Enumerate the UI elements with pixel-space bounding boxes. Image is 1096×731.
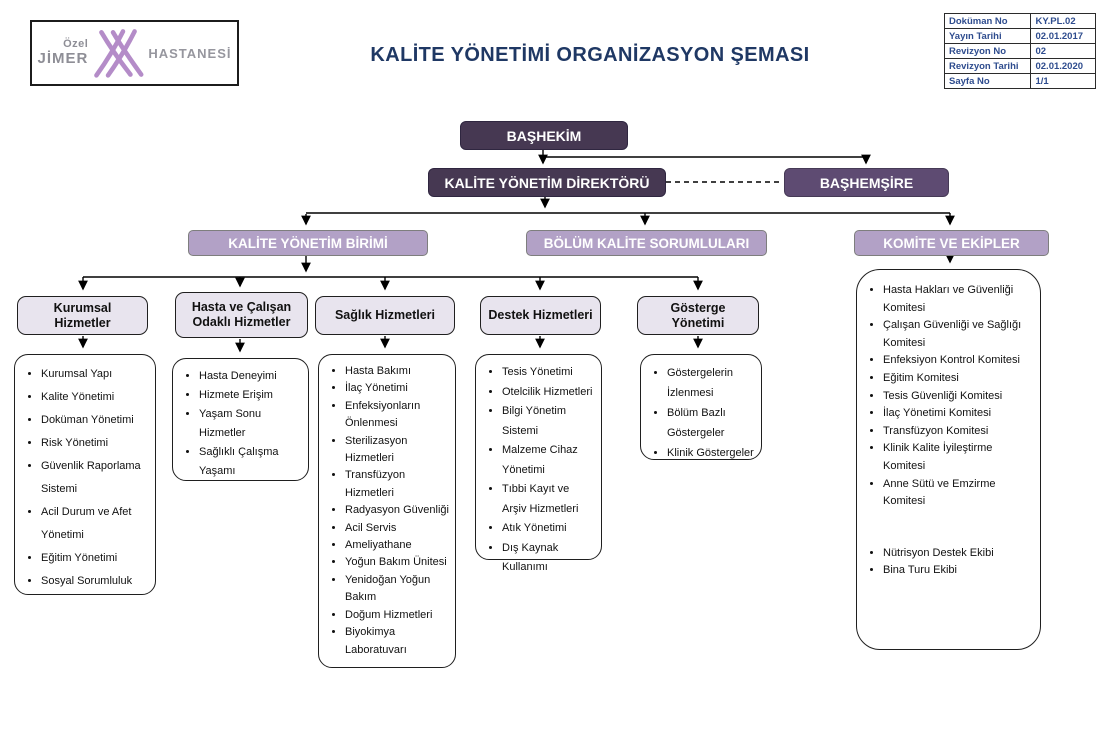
category-hasta-ve-calisan: Hasta ve Çalışan Odaklı Hizmetler — [175, 292, 308, 338]
list-item: • Malzeme Cihaz Yönetimi — [502, 441, 597, 480]
list-item: • Tıbbi Kayıt ve Arşiv Hizmetleri — [502, 480, 597, 519]
list-item: • Transfüzyon Komitesi — [883, 423, 1036, 441]
list-item: • Hasta Hakları ve Güvenliği Komitesi — [883, 282, 1036, 317]
list-item: • Anne Sütü ve Emzirme Komitesi — [883, 476, 1036, 511]
rev-no-value: 02 — [1031, 44, 1096, 59]
list-item: • Doküman Yönetimi — [41, 409, 151, 432]
table-row — [945, 29, 1096, 44]
list-item: • Kurumsal Yapı — [41, 363, 151, 386]
list-item: • Klinik Kalite İyileştirme Komitesi — [883, 440, 1036, 475]
list-item: • Hasta Bakımı — [345, 363, 451, 380]
list-item: • Hasta Deneyimi — [199, 367, 304, 386]
list-item: • Eğitim Yönetimi — [41, 547, 151, 570]
list-item: • Transfüzyon Hizmetleri — [345, 467, 451, 502]
list-item: • Risk Yönetimi — [41, 432, 151, 455]
org-node-kalite-yonetim-direktoru: KALİTE YÖNETİM DİREKTÖRÜ — [428, 168, 666, 197]
logo-hastanesi-label: HASTANESİ — [148, 45, 232, 61]
org-node-bolum-kalite-sorumlulari: BÖLÜM KALİTE SORUMLULARI — [526, 230, 767, 256]
list-item: • Yoğun Bakım Ünitesi — [345, 554, 451, 571]
list-item: • Tesis Güvenliği Komitesi — [883, 388, 1036, 406]
logo-ozel-label: Özel — [63, 38, 89, 51]
list-item: • Göstergelerin İzlenmesi — [667, 363, 757, 403]
list-item: • Sağlıklı Çalışma Yaşamı — [199, 443, 304, 481]
category-destek-hizmetleri: Destek Hizmetleri — [480, 296, 601, 335]
list-item: • Enfeksiyon Kontrol Komitesi — [883, 352, 1036, 370]
list-item: • Dış Kaynak Kullanımı — [502, 539, 597, 578]
pub-date-label: Yayın Tarihi — [945, 29, 1031, 44]
rev-date-label: Revizyon Tarihi — [945, 59, 1031, 74]
rev-no-label: Revizyon No — [945, 44, 1031, 59]
org-node-kalite-yonetim-birimi: KALİTE YÖNETİM BİRİMİ — [188, 230, 428, 256]
list-box-komite-ve-ekipler — [856, 269, 1041, 650]
list-item: • Sosyal Sorumluluk — [41, 570, 151, 593]
org-node-komite-ve-ekipler: KOMİTE VE EKİPLER — [854, 230, 1049, 256]
list-item: • İlaç Yönetimi — [345, 380, 451, 397]
rev-date-value: 02.01.2020 — [1031, 59, 1096, 74]
list-item: • Otelcilik Hizmetleri — [502, 383, 597, 403]
table-row — [945, 59, 1096, 74]
list-item: • Kalite Yönetimi — [41, 386, 151, 409]
category-gosterge-yonetimi: Gösterge Yönetimi — [637, 296, 759, 335]
org-node-bashekim: BAŞHEKİM — [460, 121, 628, 150]
list-item: • Enfeksiyonların Önlenmesi — [345, 398, 451, 433]
service-list — [476, 355, 601, 582]
pub-date-value: 02.01.2017 — [1031, 29, 1096, 44]
list-item: • Nütrisyon Destek Ekibi — [883, 545, 1036, 563]
table-row — [945, 14, 1096, 29]
service-list — [641, 355, 761, 467]
committee-list — [857, 270, 1040, 515]
list-item: • Yenidoğan Yoğun Bakım — [345, 572, 451, 607]
list-item: • Hizmete Erişim — [199, 386, 304, 405]
list-item: • Atık Yönetimi — [502, 519, 597, 539]
list-item: • Radyasyon Güvenliği — [345, 502, 451, 519]
list-box-destek-hizmetleri — [475, 354, 602, 573]
list-item: • Çalışan Güvenliği ve Sağlığı Komitesi — [883, 317, 1036, 352]
team-list — [857, 545, 1040, 584]
doc-info-table — [944, 13, 1096, 89]
list-item: • İlaç Yönetimi Komitesi — [883, 405, 1036, 423]
list-item: • Bilgi Yönetim Sistemi — [502, 402, 597, 441]
list-box-kurumsal-hizmetler — [14, 354, 156, 595]
list-box-saglik-hizmetleri — [318, 354, 456, 668]
list-item: • Sterilizasyon Hizmetleri — [345, 433, 451, 468]
category-kurumsal-hizmetler: Kurumsal Hizmetler — [17, 296, 148, 335]
logo-jimer-label: JİMER — [37, 49, 89, 67]
list-item: • Doğum Hizmetleri — [345, 607, 451, 624]
list-item: • Biyokimya Laboratuvarı — [345, 624, 451, 659]
list-item: • Güvenlik Raporlama Sistemi — [41, 455, 151, 501]
list-item: • Klinik Göstergeler — [667, 443, 757, 463]
doc-no-label: Doküman No — [945, 14, 1031, 29]
hospital-monogram-icon — [89, 27, 147, 79]
doc-no-value: KY.PL.02 — [1031, 14, 1096, 29]
table-row — [945, 44, 1096, 59]
list-item: • Tesis Yönetimi — [502, 363, 597, 383]
category-saglik-hizmetleri: Sağlık Hizmetleri — [315, 296, 455, 335]
list-item: • Acil Durum ve Afet Yönetimi — [41, 501, 151, 547]
page-title: KALİTE YÖNETİMİ ORGANİZASYON ŞEMASI — [370, 44, 810, 66]
list-item: • Yaşam Sonu Hizmetler — [199, 405, 304, 443]
list-box-gosterge-yonetimi — [640, 354, 762, 460]
table-row — [945, 74, 1096, 89]
service-list — [319, 355, 455, 663]
list-box-hasta-ve-calisan — [172, 358, 309, 481]
logo-text-left — [38, 39, 89, 66]
page-no-value: 1/1 — [1031, 74, 1096, 89]
org-node-bashemsire: BAŞHEMŞİRE — [784, 168, 949, 197]
hospital-logo — [30, 20, 239, 86]
list-item: • Ameliyathane — [345, 537, 451, 554]
service-list — [15, 355, 155, 597]
list-item: • Acil Servis — [345, 520, 451, 537]
list-item: • Bölüm Bazlı Göstergeler — [667, 403, 757, 443]
page-no-label: Sayfa No — [945, 74, 1031, 89]
service-list — [173, 359, 308, 485]
list-item: • Eğitim Komitesi — [883, 370, 1036, 388]
list-item: • Bina Turu Ekibi — [883, 562, 1036, 580]
